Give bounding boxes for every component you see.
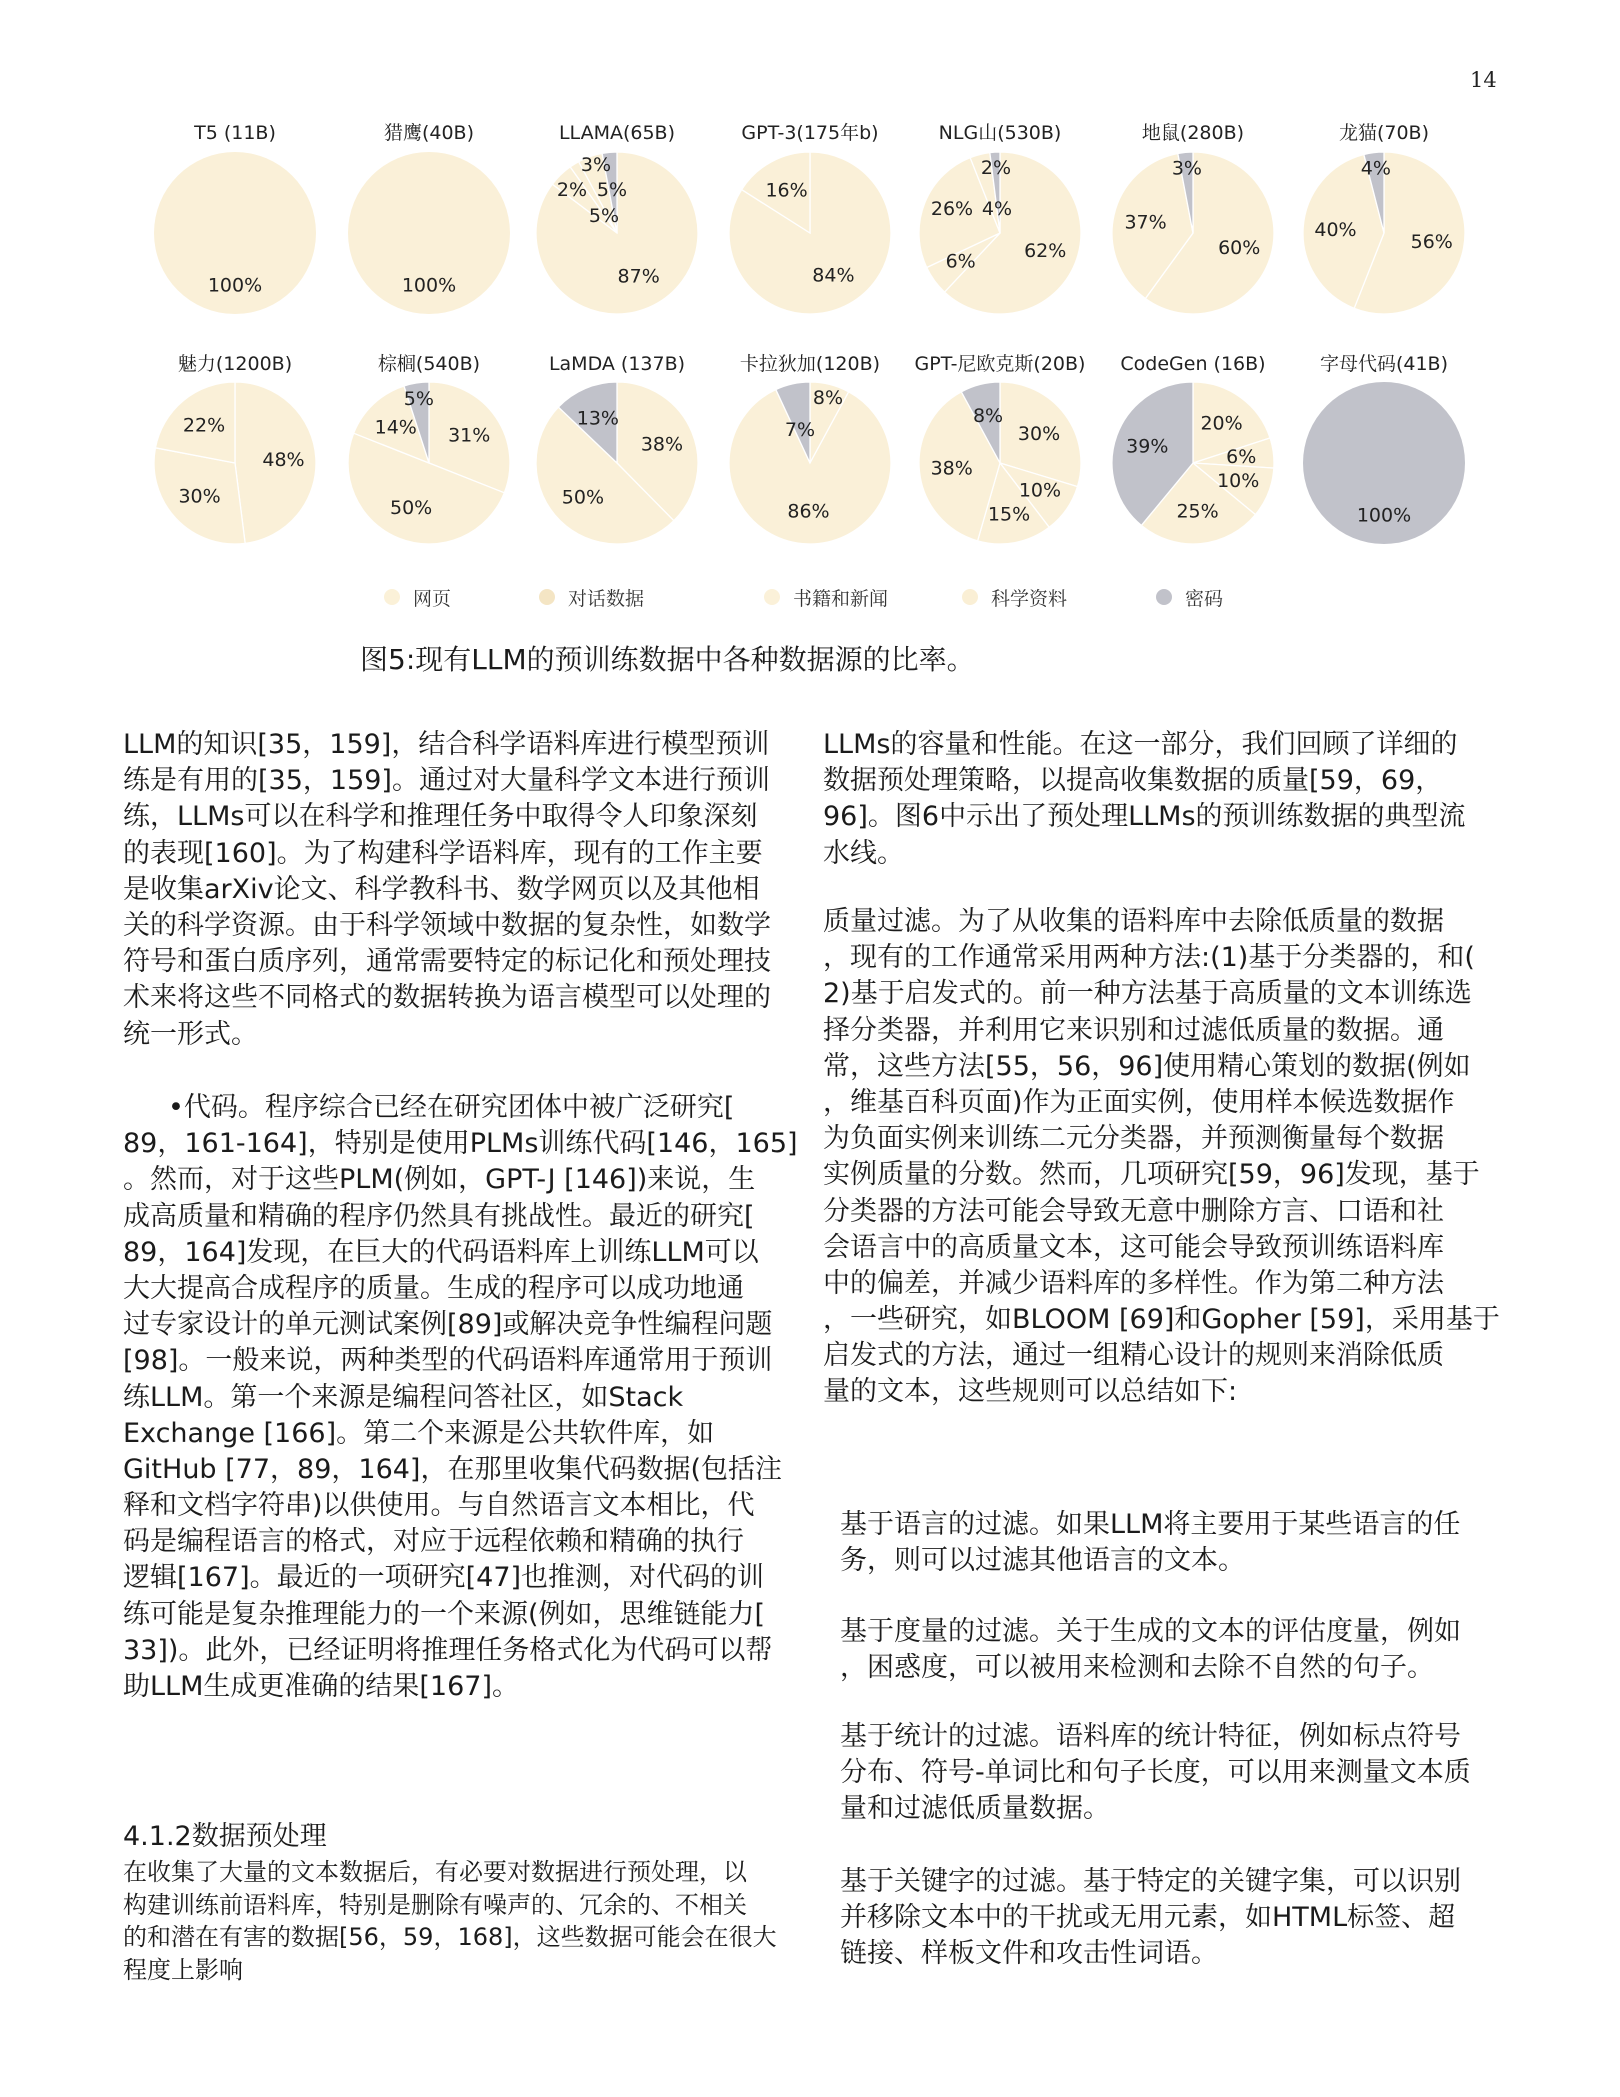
pie-title: 魅力(1200B) [177, 353, 293, 375]
left-paragraph-preprocessing [123, 1856, 777, 1986]
pie-title: T5 (11B) [194, 122, 276, 144]
legend-item-conversation [539, 585, 644, 609]
text-line: 在收集了大量的文本数据后，有必要对数据进行预处理，以 [123, 1858, 747, 1886]
pie-title: 棕榈(540B) [377, 353, 481, 375]
pie-title: 卡拉狄加(120B) [739, 353, 881, 375]
pie-title: GPT-3(175年b) [741, 122, 879, 144]
text-line: 。然而，对于这些PLM(例如，GPT-J [146])来说，生 [123, 1164, 756, 1196]
pie-slice-label: 48% [262, 448, 305, 471]
text-line: 分布、符号-单词比和句子长度，可以用来测量文本质 [840, 1757, 1471, 1789]
pie-slice-label: 5% [588, 205, 620, 227]
pie-slice-label: 14% [374, 416, 417, 439]
text-line: 过专家设计的单元测试案例[89]或解决竞争性编程问题 [123, 1309, 773, 1341]
text-line: ，现有的工作通常采用两种方法:(1)基于分类器的，和( [823, 942, 1475, 974]
text-line: 助LLM生成更准确的结果[167]。 [123, 1671, 519, 1702]
pie-slice-label: 62% [1024, 239, 1067, 262]
text-line: 是收集arXiv论文、科学教科书、数学网页以及其他相 [123, 873, 760, 905]
text-line: 启发式的方法，通过一组精心设计的规则来消除低质 [823, 1340, 1444, 1372]
pie-slice-label: 38% [930, 457, 973, 480]
text-line: •代码。程序综合已经在研究团体中被广泛研究[ [168, 1092, 735, 1123]
text-line: Exchange [166]。第二个来源是公共软件库，如 [123, 1417, 715, 1449]
legend-label: 网页 [413, 587, 452, 610]
text-line: 89，161-164]，特别是使用PLMs训练代码[146，165] [123, 1128, 798, 1160]
pie-title: LaMDA (137B) [548, 353, 686, 375]
text-line: LLMs的容量和性能。在这一部分，我们回顾了详细的 [823, 729, 1458, 760]
pie-slice-label: 20% [1200, 412, 1243, 435]
text-line: 量的文本，这些规则可以总结如下: [823, 1376, 1238, 1408]
pie-chart [536, 152, 698, 314]
text-line: 为负面实例来训练二元分类器，并预测衡量每个数据 [823, 1123, 1444, 1155]
pie-title: LLAMA(65B) [558, 122, 676, 144]
pie-title: 字母代码(41B) [1319, 353, 1449, 375]
text-line: 大大提高合成程序的质量。生成的程序可以成功地通 [123, 1272, 744, 1304]
pie-slice-label: 2% [980, 157, 1012, 179]
text-line: 链接、样板文件和攻击性词语。 [840, 1938, 1218, 1970]
pie-title: CodeGen (16B) [1120, 353, 1266, 375]
filter-item-statistic [840, 1719, 1471, 1828]
text-line: 释和文档字符串)以供使用。与自然语言文本相比，代 [123, 1490, 755, 1522]
pie-slice-label: 8% [812, 387, 844, 409]
pie-title: 猎鹰(40B) [383, 122, 475, 144]
pie-slice-label: 30% [1017, 423, 1061, 446]
legend-label: 科学资料 [991, 587, 1068, 610]
pie-slice-label: 8% [972, 404, 1004, 427]
pie-slice-label: 56% [1410, 231, 1453, 254]
pie-slice-label: 39% [1126, 435, 1169, 458]
text-line: 89，164]发现，在巨大的代码语料库上训练LLM可以 [123, 1236, 759, 1268]
pie-slice-label: 7% [784, 419, 816, 441]
legend-label: 密码 [1185, 587, 1224, 610]
text-line: 符号和蛋白质序列，通常需要特定的标记化和预处理技 [123, 946, 771, 978]
text-line: 码是编程语言的格式，对应于远程依赖和精确的执行 [123, 1526, 744, 1558]
text-line: 常，这些方法[55，56，96]使用精心策划的数据(例如 [823, 1050, 1471, 1082]
filter-item-metric [840, 1614, 1461, 1686]
pie-slice-label: 5% [596, 179, 628, 201]
text-line: 练LLM。第一个来源是编程问答社区，如Stack [123, 1381, 684, 1413]
pie-slice-label: 37% [1124, 211, 1167, 234]
legend-item-webpages [384, 585, 451, 609]
text-line: 练是有用的[35，159]。通过对大量科学文本进行预训 [123, 765, 770, 797]
text-line: 基于统计的过滤。语料库的统计特征，例如标点符号 [840, 1721, 1461, 1752]
pie-slice-label: 100% [1356, 504, 1412, 527]
pie-slice-label: 60% [1218, 237, 1261, 260]
pie-title: 龙猫(70B) [1338, 122, 1430, 144]
figure-caption: 图5:现有LLM的预训练数据中各种数据源的比率。 [360, 643, 975, 676]
pie-slice-label: 10% [1217, 469, 1260, 492]
pie-slice-label: 4% [1360, 157, 1391, 180]
text-line: 成高质量和精确的程序仍然具有挑战性。最近的研究[ [123, 1200, 755, 1232]
legend-label: 书籍和新闻 [793, 587, 889, 610]
filter-item-keyword [840, 1864, 1461, 1973]
pie-slice-label: 10% [1018, 479, 1062, 502]
text-line: 练可能是复杂推理能力的一个来源(例如，思维链能力[ [123, 1598, 766, 1630]
legend-dot [764, 589, 780, 605]
pie-slice-label: 2% [556, 179, 588, 201]
text-line: 水线。 [823, 837, 904, 869]
text-line: 基于关键字的过滤。基于特定的关键字集，可以识别 [840, 1866, 1461, 1897]
pie-slice-label: 15% [987, 503, 1031, 526]
text-line: 的表现[160]。为了构建科学语料库，现有的工作主要 [123, 837, 763, 869]
pie-slice-label: 87% [617, 265, 660, 288]
text-line: LLM的知识[35，159]，结合科学语料库进行模型预训 [123, 729, 770, 760]
legend-dot [962, 589, 978, 605]
text-line: 实例质量的分数。然而，几项研究[59，96]发现，基于 [823, 1159, 1480, 1191]
text-line: 的和潜在有害的数据[56，59，168]，这些数据可能会在很大 [123, 1923, 777, 1951]
legend-item-books-news [764, 585, 888, 609]
legend-dot [539, 589, 555, 605]
text-line: 逻辑[167]。最近的一项研究[47]也推测，对代码的训 [123, 1562, 765, 1594]
pie-slice-label: 25% [1176, 500, 1219, 523]
pie-slice-label: 40% [1314, 218, 1357, 241]
pie-slice-label: 13% [576, 407, 619, 430]
legend-dot [384, 589, 400, 605]
pie-slice-label: 4% [981, 198, 1013, 220]
text-line: 质量过滤。为了从收集的语料库中去除低质量的数据 [823, 906, 1444, 937]
text-line: 2)基于启发式的。前一种方法基于高质量的文本训练选 [823, 978, 1472, 1010]
page-number: 14 [1470, 68, 1497, 92]
left-paragraph-scientific [123, 727, 771, 1053]
text-line: ，维基百科页面)作为正面实例，使用样本候选数据作 [823, 1086, 1455, 1118]
pie-slice-label: 84% [812, 264, 855, 287]
left-paragraph-code [123, 1090, 798, 1705]
pie-slice-label: 31% [448, 424, 491, 447]
text-line: 96]。图6中示出了预处理LLMs的预训练数据的典型流 [823, 801, 1466, 833]
text-line: 分类器的方法可能会导致无意中删除方言、口语和社 [823, 1195, 1444, 1227]
pie-slice-label: 30% [178, 485, 221, 508]
text-line: 量和过滤低质量数据。 [840, 1793, 1110, 1825]
pie-slice-label: 100% [401, 274, 457, 297]
text-line: 33])。此外，已经证明将推理任务格式化为代码可以帮 [123, 1634, 773, 1666]
pie-slice-label: 6% [1226, 445, 1257, 468]
legend-dot [1156, 589, 1172, 605]
text-line: 术来将这些不同格式的数据转换为语言模型可以处理的 [123, 982, 771, 1014]
pie-slice-label: 6% [945, 250, 976, 273]
pie-title: 地鼠(280B) [1141, 122, 1245, 144]
text-line: 程度上影响 [123, 1955, 243, 1984]
legend-item-code [1156, 585, 1223, 609]
pie-chart [536, 382, 698, 544]
pie-slice-label: 22% [182, 414, 226, 437]
pie-slice-label: 26% [930, 198, 974, 220]
pie-slice-label: 3% [1171, 157, 1202, 180]
pie-slice-label: 86% [787, 500, 830, 523]
pie-slices-layer [154, 152, 1465, 544]
right-paragraph-quality-filtering [823, 904, 1500, 1411]
text-line: 中的偏差，并减少语料库的多样性。作为第二种方法 [823, 1267, 1444, 1299]
text-line: 数据预处理策略，以提高收集数据的质量[59，69， [823, 765, 1443, 797]
text-line: 构建训练前语料库，特别是删除有噪声的、冗余的、不相关 [123, 1890, 747, 1919]
text-line: [98]。一般来说，两种类型的代码语料库通常用于预训 [123, 1345, 773, 1377]
text-line: 基于度量的过滤。关于生成的文本的评估度量，例如 [840, 1616, 1461, 1647]
text-line: 会语言中的高质量文本，这可能会导致预训练语料库 [823, 1231, 1444, 1263]
text-line: 练，LLMs可以在科学和推理任务中取得令人印象深刻 [123, 801, 758, 833]
pie-title: NLG山(530B) [938, 122, 1062, 144]
pie-title: GPT-尼欧克斯(20B) [914, 353, 1086, 375]
section-heading: 4.1.2数据预处理 [123, 1821, 327, 1852]
text-line: 统一形式。 [123, 1018, 258, 1050]
text-line: GitHub [77，89，164]，在那里收集代码数据(包括注 [123, 1453, 782, 1485]
text-line: ，困惑度，可以被用来检测和去除不自然的句子。 [840, 1652, 1434, 1684]
text-line: 务，则可以过滤其他语言的文本。 [840, 1545, 1245, 1577]
right-paragraph-intro [823, 727, 1466, 872]
pie-slice-label: 50% [561, 486, 605, 509]
pie-slice-label: 38% [640, 433, 684, 456]
text-line: 并移除文本中的干扰或无用元素，如HTML标签、超 [840, 1902, 1456, 1934]
pie-chart [729, 152, 891, 314]
pie-slice-label: 100% [207, 274, 263, 297]
text-line: 关的科学资源。由于科学领域中数据的复杂性，如数学 [123, 909, 771, 941]
pie-slice-label: 16% [765, 179, 808, 202]
text-line: 择分类器，并利用它来识别和过滤低质量的数据。通 [823, 1014, 1444, 1046]
legend-item-scientific [962, 585, 1067, 609]
pie-slice-label: 3% [580, 154, 612, 176]
figure-pie-charts [0, 0, 1620, 560]
filter-item-language [840, 1507, 1460, 1579]
pie-slice-label: 5% [403, 387, 434, 410]
legend-label: 对话数据 [568, 587, 645, 610]
text-line: 基于语言的过滤。如果LLM将主要用于某些语言的任 [840, 1509, 1461, 1540]
text-line: ，一些研究，如BLOOM [69]和Gopher [59]，采用基于 [823, 1304, 1500, 1336]
pie-slice-label: 50% [389, 497, 433, 520]
